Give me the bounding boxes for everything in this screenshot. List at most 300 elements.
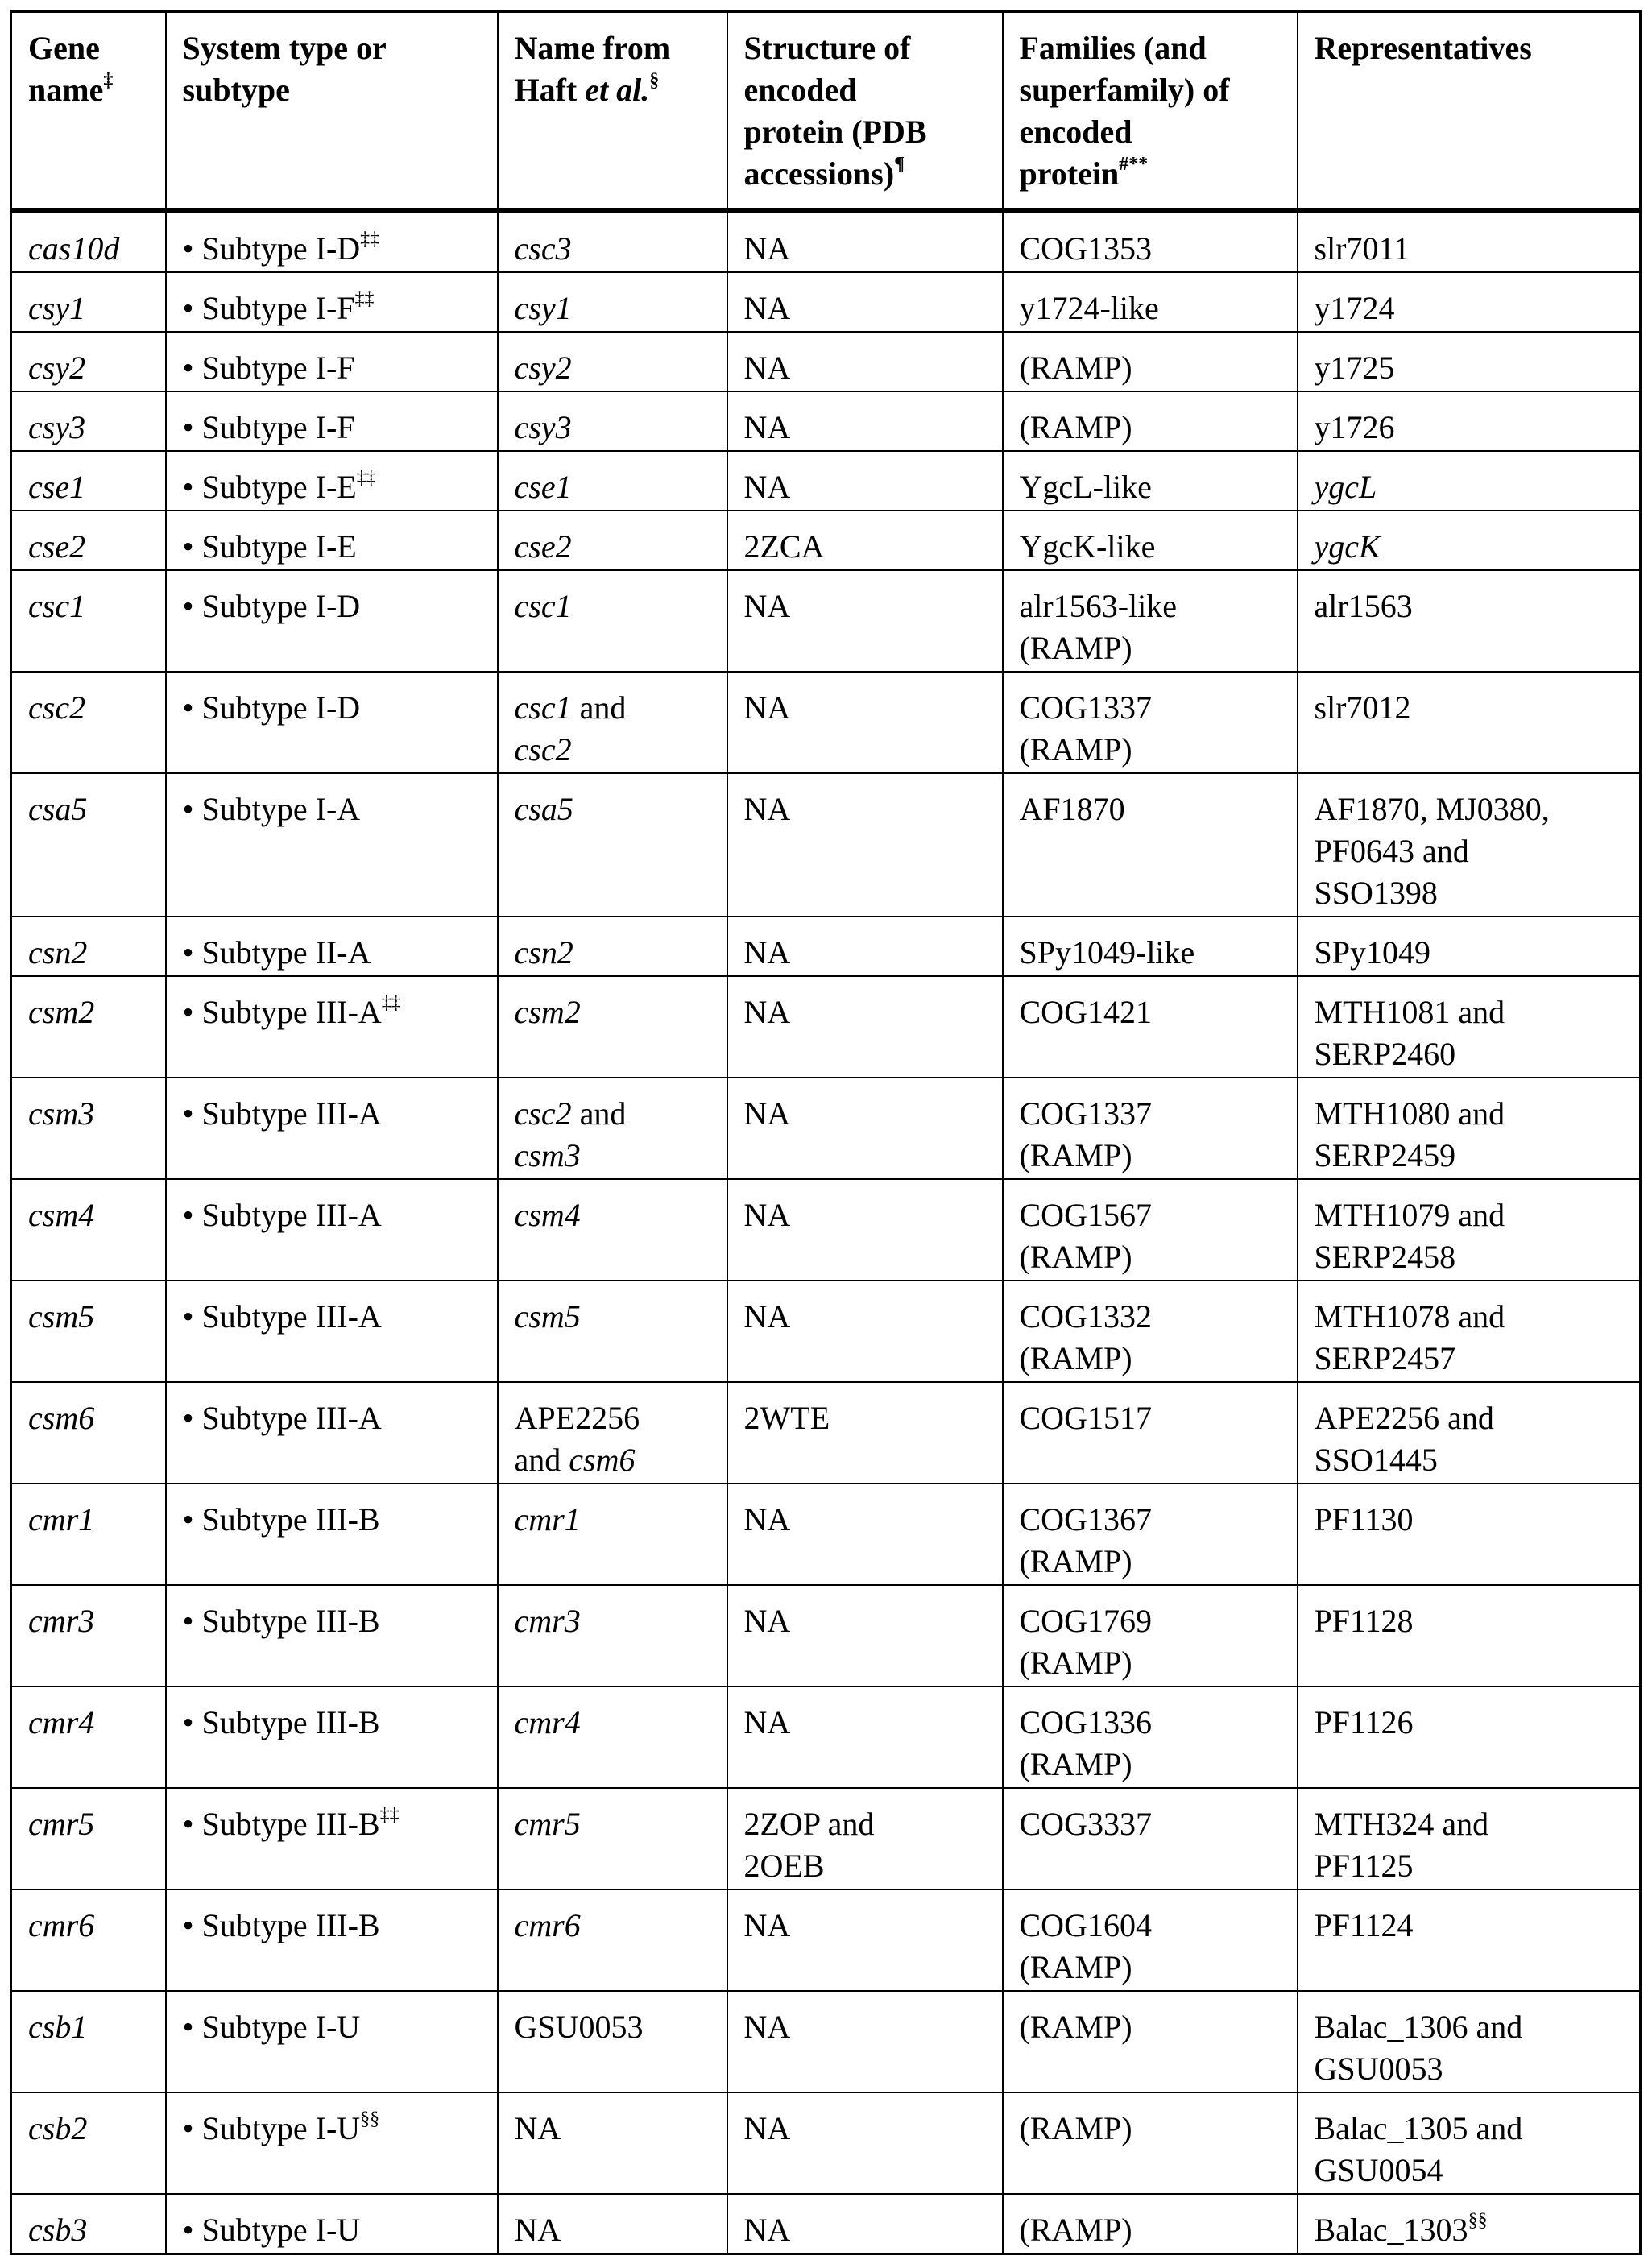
cell-representatives: [1298, 773, 1641, 917]
cell-structure: [727, 1585, 1003, 1687]
cell-haft-name: [498, 1991, 727, 2092]
cell-gene-name: [11, 1585, 166, 1687]
table-row: [11, 511, 1641, 570]
table-row: [11, 672, 1641, 773]
cell-text: cmr5: [28, 1806, 94, 1842]
cell-gene-name: [11, 332, 166, 391]
cell-text: PF1126: [1315, 1704, 1414, 1740]
cell-text: • Subtype I-D: [183, 689, 361, 726]
cell-text: COG3337: [1020, 1806, 1152, 1842]
cell-structure: [727, 1382, 1003, 1484]
cell-text: PF1130: [1315, 1501, 1414, 1538]
cell-gene-name: [11, 211, 166, 273]
cell-system-type: [166, 773, 498, 917]
column-header-haft-name: [498, 12, 727, 211]
cell-text: SPy1049-like: [1020, 934, 1195, 971]
cell-text: csm2: [28, 994, 94, 1030]
cell-families: [1003, 976, 1298, 1078]
cell-representatives: [1298, 1889, 1641, 1991]
table-row: [11, 1382, 1641, 1484]
cell-text: COG1337 (RAMP): [1020, 689, 1152, 768]
cell-text: • Subtype II-A: [183, 934, 371, 971]
cell-text: csa5: [515, 791, 573, 827]
table-row: [11, 272, 1641, 332]
cell-gene-name: [11, 1078, 166, 1179]
cell-system-type: [166, 451, 498, 511]
cell-system-type: [166, 2194, 498, 2254]
cell-text: y1724: [1315, 290, 1395, 326]
cell-system-type: [166, 1179, 498, 1281]
cell-text: ygcK: [1315, 528, 1381, 565]
cell-system-type: [166, 1687, 498, 1788]
cell-haft-name: [498, 1382, 727, 1484]
cell-text: APE2256 and: [515, 1400, 640, 1478]
cell-text: • Subtype I-U: [183, 2212, 361, 2248]
cell-text: MTH324 and PF1125: [1315, 1806, 1489, 1884]
cell-text: (RAMP): [1020, 350, 1132, 386]
cell-structure: [727, 1788, 1003, 1889]
cell-system-type: [166, 1585, 498, 1687]
cell-text: NA: [744, 1298, 791, 1335]
cell-structure: [727, 332, 1003, 391]
cell-text: cse2: [28, 528, 85, 565]
cell-text: cmr4: [515, 1704, 581, 1740]
cell-system-type: [166, 1991, 498, 2092]
cell-families: [1003, 2194, 1298, 2254]
cell-text: NA: [744, 1704, 791, 1740]
cell-text: • Subtype III-A: [183, 1400, 382, 1436]
cell-text: PF1124: [1315, 1907, 1414, 1943]
cell-representatives: [1298, 672, 1641, 773]
cell-text: • Subtype III-B: [183, 1501, 380, 1538]
cell-text: Families (and superfamily) of encoded protein: [1020, 30, 1230, 192]
cell-system-type: [166, 917, 498, 976]
cell-representatives: [1298, 332, 1641, 391]
cell-text: csm3: [515, 1137, 581, 1173]
cell-text: • Subtype III-B: [183, 1603, 380, 1639]
cell-representatives: [1298, 511, 1641, 570]
cell-gene-name: [11, 976, 166, 1078]
cell-families: [1003, 672, 1298, 773]
cell-representatives: [1298, 1078, 1641, 1179]
cell-text: System type or subtype: [183, 30, 387, 108]
cell-text: NA: [744, 290, 791, 326]
cell-text: csy1: [28, 290, 85, 326]
cell-text: and: [572, 1095, 627, 1132]
cell-text: Structure of encoded protein (PDB accessions): [744, 30, 927, 192]
cell-families: [1003, 391, 1298, 451]
cell-system-type: [166, 1484, 498, 1585]
cell-text: Representatives: [1315, 30, 1532, 66]
cell-text: • Subtype III-B: [183, 1806, 380, 1842]
cell-text: NA: [744, 469, 791, 505]
cell-structure: [727, 672, 1003, 773]
cell-system-type: [166, 570, 498, 672]
cell-text: • Subtype I-E: [183, 469, 357, 505]
table-row: [11, 1889, 1641, 1991]
cell-text: AF1870: [1020, 791, 1125, 827]
column-header-structure: [727, 12, 1003, 211]
table-row: [11, 1991, 1641, 2092]
cell-text: COG1769 (RAMP): [1020, 1603, 1152, 1681]
cell-gene-name: [11, 1179, 166, 1281]
cell-gene-name: [11, 1687, 166, 1788]
cell-text: csm6: [569, 1442, 635, 1478]
cell-text: COG1367 (RAMP): [1020, 1501, 1152, 1579]
cell-families: [1003, 1281, 1298, 1382]
cell-families: [1003, 211, 1298, 273]
cell-families: [1003, 570, 1298, 672]
cell-gene-name: [11, 1889, 166, 1991]
cell-haft-name: [498, 332, 727, 391]
cell-text: cmr4: [28, 1704, 94, 1740]
footnote-mark: ‡‡: [380, 1804, 400, 1825]
cell-structure: [727, 976, 1003, 1078]
cell-text: NA: [744, 1197, 791, 1233]
cell-text: MTH1080 and SERP2459: [1315, 1095, 1505, 1173]
cell-gene-name: [11, 2092, 166, 2194]
cell-text: • Subtype III-B: [183, 1907, 380, 1943]
cell-families: [1003, 332, 1298, 391]
cell-text: csm2: [515, 994, 581, 1030]
table-row: [11, 332, 1641, 391]
cell-haft-name: [498, 1484, 727, 1585]
cell-structure: [727, 1078, 1003, 1179]
cell-families: [1003, 1687, 1298, 1788]
cell-haft-name: [498, 672, 727, 773]
cell-text: cmr1: [28, 1501, 94, 1538]
cas-gene-table: [10, 10, 1642, 2255]
cell-structure: [727, 1889, 1003, 1991]
cell-structure: [727, 917, 1003, 976]
cell-text: • Subtype I-A: [183, 791, 361, 827]
cell-text: NA: [744, 1501, 791, 1538]
cell-text: • Subtype III-A: [183, 1298, 382, 1335]
cell-text: • Subtype I-E: [183, 528, 357, 565]
cell-text: csc2: [515, 1095, 572, 1132]
cell-gene-name: [11, 511, 166, 570]
cell-text: NA: [744, 1095, 791, 1132]
cell-text: csy1: [515, 290, 572, 326]
cell-families: [1003, 451, 1298, 511]
footnote-mark: ‡‡: [355, 288, 375, 309]
cell-text: NA: [744, 588, 791, 624]
cell-text: cmr5: [515, 1806, 581, 1842]
cell-families: [1003, 1179, 1298, 1281]
cell-text: NA: [744, 2212, 791, 2248]
cell-haft-name: [498, 1687, 727, 1788]
cell-text: Balac_1303: [1315, 2212, 1468, 2248]
cell-haft-name: [498, 391, 727, 451]
table-row: [11, 917, 1641, 976]
cell-text: csm5: [28, 1298, 94, 1335]
cell-system-type: [166, 1382, 498, 1484]
cell-system-type: [166, 1889, 498, 1991]
cell-gene-name: [11, 570, 166, 672]
cell-gene-name: [11, 917, 166, 976]
cell-representatives: [1298, 451, 1641, 511]
cell-text: YgcK-like: [1020, 528, 1156, 565]
footnote-mark: ‡‡: [382, 992, 401, 1013]
cell-text: AF1870, MJ0380, PF0643 and SSO1398: [1315, 791, 1550, 911]
cell-text: COG1332 (RAMP): [1020, 1298, 1152, 1376]
header-row: [11, 12, 1641, 211]
cell-text: COG1517: [1020, 1400, 1152, 1436]
cell-families: [1003, 1889, 1298, 1991]
cell-text: NA: [744, 791, 791, 827]
cell-system-type: [166, 272, 498, 332]
cell-text: slr7011: [1315, 230, 1410, 267]
cell-gene-name: [11, 1788, 166, 1889]
cell-text: cmr6: [515, 1907, 581, 1943]
cell-text: y1724-like: [1020, 290, 1159, 326]
cell-structure: [727, 1687, 1003, 1788]
cell-families: [1003, 773, 1298, 917]
cell-text: csc3: [515, 230, 572, 267]
cell-text: NA: [744, 934, 791, 971]
cell-representatives: [1298, 1788, 1641, 1889]
cell-families: [1003, 2092, 1298, 2194]
cell-text: cse2: [515, 528, 572, 565]
cell-text: NA: [744, 2110, 791, 2146]
cell-text: y1725: [1315, 350, 1395, 386]
cell-text: • Subtype I-F: [183, 290, 355, 326]
cell-text: COG1353: [1020, 230, 1152, 267]
cell-text: csy3: [515, 409, 572, 445]
cell-text: MTH1078 and SERP2457: [1315, 1298, 1505, 1376]
cell-structure: [727, 2194, 1003, 2254]
cell-system-type: [166, 1281, 498, 1382]
cell-text: csc1: [28, 588, 85, 624]
cell-text: NA: [744, 230, 791, 267]
cell-families: [1003, 1991, 1298, 2092]
cell-text: alr1563: [1315, 588, 1413, 624]
cell-text: slr7012: [1315, 689, 1411, 726]
column-header-families: [1003, 12, 1298, 211]
cell-text: MTH1081 and SERP2460: [1315, 994, 1505, 1072]
cell-text: csb1: [28, 2009, 87, 2045]
cell-structure: [727, 511, 1003, 570]
cell-haft-name: [498, 451, 727, 511]
cell-text: cmr1: [515, 1501, 581, 1538]
cell-gene-name: [11, 1281, 166, 1382]
cell-text: COG1336 (RAMP): [1020, 1704, 1152, 1782]
cell-text: (RAMP): [1020, 2212, 1132, 2248]
cell-representatives: [1298, 1585, 1641, 1687]
cell-text: csy2: [28, 350, 85, 386]
cell-haft-name: [498, 1179, 727, 1281]
cell-text: GSU0053: [515, 2009, 644, 2045]
cell-representatives: [1298, 1382, 1641, 1484]
cell-haft-name: [498, 1281, 727, 1382]
cell-representatives: [1298, 917, 1641, 976]
cell-text: • Subtype III-B: [183, 1704, 380, 1740]
cell-text: ygcL: [1315, 469, 1377, 505]
table-row: [11, 391, 1641, 451]
cell-system-type: [166, 976, 498, 1078]
cell-haft-name: [498, 917, 727, 976]
cell-families: [1003, 917, 1298, 976]
cell-haft-name: [498, 1078, 727, 1179]
cell-structure: [727, 1484, 1003, 1585]
cell-text: PF1128: [1315, 1603, 1414, 1639]
cell-text: NA: [744, 1907, 791, 1943]
cell-text: csb3: [28, 2212, 87, 2248]
cell-structure: [727, 1179, 1003, 1281]
footnote-mark: §: [649, 70, 659, 91]
footnote-mark: ‡‡: [360, 229, 379, 250]
table-row: [11, 773, 1641, 917]
cell-system-type: [166, 211, 498, 273]
cell-haft-name: [498, 1788, 727, 1889]
cell-representatives: [1298, 570, 1641, 672]
cell-text: NA: [515, 2212, 561, 2248]
cell-text: cse1: [515, 469, 572, 505]
cell-system-type: [166, 672, 498, 773]
cell-text: csm4: [28, 1197, 94, 1233]
cell-representatives: [1298, 1281, 1641, 1382]
cell-structure: [727, 570, 1003, 672]
table-row: [11, 2092, 1641, 2194]
cell-text: APE2256 and SSO1445: [1315, 1400, 1494, 1478]
cell-text: • Subtype I-F: [183, 409, 355, 445]
cell-representatives: [1298, 1179, 1641, 1281]
cell-text: csm3: [28, 1095, 94, 1132]
cell-text: YgcL-like: [1020, 469, 1152, 505]
cell-structure: [727, 451, 1003, 511]
cell-text: NA: [744, 1603, 791, 1639]
cell-haft-name: [498, 511, 727, 570]
cell-text: and: [572, 689, 627, 726]
cell-haft-name: [498, 211, 727, 273]
cell-representatives: [1298, 391, 1641, 451]
cell-text: csc2: [515, 731, 572, 768]
cell-structure: [727, 272, 1003, 332]
footnote-mark: §§: [1468, 2210, 1488, 2231]
footnote-mark: §§: [360, 2109, 379, 2129]
cell-families: [1003, 1382, 1298, 1484]
cell-families: [1003, 1788, 1298, 1889]
cell-text: csn2: [28, 934, 87, 971]
cell-system-type: [166, 332, 498, 391]
cell-text: SPy1049: [1315, 934, 1431, 971]
cell-text: 2ZCA: [744, 528, 825, 565]
cell-haft-name: [498, 773, 727, 917]
cell-haft-name: [498, 2194, 727, 2254]
cell-text: COG1604 (RAMP): [1020, 1907, 1152, 1985]
cell-text: NA: [744, 350, 791, 386]
cell-text: csy3: [28, 409, 85, 445]
cell-text: csy2: [515, 350, 572, 386]
cell-gene-name: [11, 1991, 166, 2092]
cell-representatives: [1298, 1484, 1641, 1585]
cell-haft-name: [498, 1889, 727, 1991]
cell-text: COG1337 (RAMP): [1020, 1095, 1152, 1173]
cell-text: COG1421: [1020, 994, 1152, 1030]
cell-system-type: [166, 1788, 498, 1889]
cell-text: cmr3: [515, 1603, 581, 1639]
cell-text: cse1: [28, 469, 85, 505]
cell-text: NA: [744, 409, 791, 445]
cell-text: • Subtype I-U: [183, 2110, 361, 2146]
cell-haft-name: [498, 570, 727, 672]
cell-text: cmr6: [28, 1907, 94, 1943]
cell-families: [1003, 272, 1298, 332]
cell-structure: [727, 2092, 1003, 2194]
cell-families: [1003, 1484, 1298, 1585]
column-header-representatives: [1298, 12, 1641, 211]
table-row: [11, 570, 1641, 672]
cell-gene-name: [11, 451, 166, 511]
cell-text: Gene name: [28, 30, 103, 108]
cell-text: NA: [744, 689, 791, 726]
cell-text: COG1567 (RAMP): [1020, 1197, 1152, 1275]
cell-text: y1726: [1315, 409, 1395, 445]
cell-text: • Subtype III-A: [183, 1197, 382, 1233]
cell-representatives: [1298, 976, 1641, 1078]
cell-structure: [727, 1281, 1003, 1382]
cell-representatives: [1298, 272, 1641, 332]
cell-text: csc1: [515, 588, 572, 624]
cell-text: Balac_1305 and GSU0054: [1315, 2110, 1523, 2188]
cell-haft-name: [498, 1585, 727, 1687]
cell-gene-name: [11, 391, 166, 451]
cell-text: MTH1079 and SERP2458: [1315, 1197, 1505, 1275]
table-row: [11, 1179, 1641, 1281]
cell-text: NA: [515, 2110, 561, 2146]
cell-text: • Subtype I-U: [183, 2009, 361, 2045]
cell-text: 2ZOP and 2OEB: [744, 1806, 875, 1884]
cell-text: et al.: [585, 72, 649, 108]
cell-gene-name: [11, 672, 166, 773]
cell-text: csn2: [515, 934, 573, 971]
cell-gene-name: [11, 1382, 166, 1484]
cell-text: • Subtype I-D: [183, 230, 361, 267]
cell-text: csc2: [28, 689, 85, 726]
column-header-gene-name: [11, 12, 166, 211]
cell-representatives: [1298, 211, 1641, 273]
table-row: [11, 976, 1641, 1078]
cell-text: NA: [744, 2009, 791, 2045]
cell-text: csa5: [28, 791, 87, 827]
cell-structure: [727, 391, 1003, 451]
cell-families: [1003, 511, 1298, 570]
table-row: [11, 1078, 1641, 1179]
cell-system-type: [166, 1078, 498, 1179]
cell-families: [1003, 1078, 1298, 1179]
cell-text: csm4: [515, 1197, 581, 1233]
cell-text: csm5: [515, 1298, 581, 1335]
cell-representatives: [1298, 2194, 1641, 2254]
cell-text: (RAMP): [1020, 2110, 1132, 2146]
cell-gene-name: [11, 773, 166, 917]
cell-haft-name: [498, 976, 727, 1078]
cell-text: Name from Haft: [515, 30, 671, 108]
table-row: [11, 2194, 1641, 2254]
cell-gene-name: [11, 1484, 166, 1585]
cell-text: csm6: [28, 1400, 94, 1436]
cell-gene-name: [11, 272, 166, 332]
cell-text: csb2: [28, 2110, 87, 2146]
cell-representatives: [1298, 1687, 1641, 1788]
cell-structure: [727, 1991, 1003, 2092]
cell-representatives: [1298, 1991, 1641, 2092]
cell-haft-name: [498, 272, 727, 332]
footnote-mark: ¶: [894, 154, 905, 175]
cell-structure: [727, 211, 1003, 273]
cell-text: (RAMP): [1020, 2009, 1132, 2045]
cell-gene-name: [11, 2194, 166, 2254]
